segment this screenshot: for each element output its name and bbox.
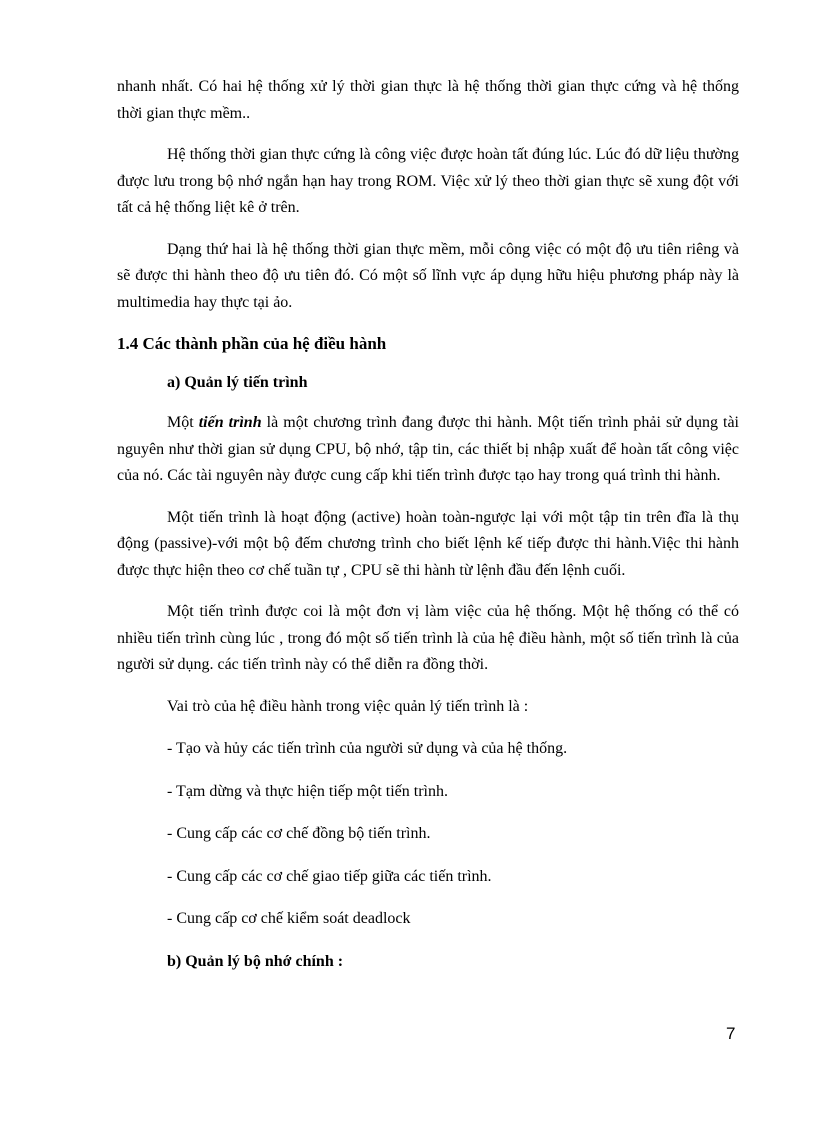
list-item: - Cung cấp các cơ chế giao tiếp giữa các tiến trình. <box>167 867 492 885</box>
page-number: 7 <box>726 1024 736 1043</box>
paragraph-continuation: nhanh nhất. Có hai hệ thống xử lý thời gian thực là hệ thống thời gian thực cứng và hệ thống thời gian thực mềm.. <box>117 78 739 122</box>
list-intro: Vai trò của hệ điều hành trong việc quản lý tiến trình là : <box>167 697 529 715</box>
list-item: - Cung cấp các cơ chế đồng bộ tiến trình. <box>167 825 431 842</box>
subsection-heading-memory: b) Quản lý bộ nhớ chính : <box>167 952 344 970</box>
text-run: là một chương trình đang được thi hành. Một tiến trình phải sử dụng tài nguyên như thời gian sử dụng CPU, bộ nhớ, tập tin, các thiết bị nhập xuất để hoàn tất công việc của nó. Các tài nguyên này được cung cấp khi tiến trình được tạo hay trong quá trình thi hành. <box>117 414 740 484</box>
paragraph-process-definition <box>117 410 739 490</box>
text-run: Một <box>167 414 199 431</box>
section-heading: 1.4 Các thành phần của hệ điều hành <box>117 334 387 353</box>
list-item: - Tạm dừng và thực hiện tiếp một tiến trình. <box>167 782 448 800</box>
list-item: - Tạo và hủy các tiến trình của người sử dụng và của hệ thống. <box>167 740 568 757</box>
paragraph-soft-realtime: Dạng thứ hai là hệ thống thời gian thực mềm, mỗi công việc có một độ ưu tiên riêng và sẽ được thi hành theo độ ưu tiên đó. Có một số lĩnh vực áp dụng hữu hiệu phương pháp này là multimedia hay thực tại ảo. <box>117 240 739 311</box>
page-content <box>117 74 739 989</box>
subsection-heading-process: a) Quản lý tiến trình <box>167 373 308 391</box>
paragraph-process-unit: Một tiến trình được coi là một đơn vị làm việc của hệ thống. Một hệ thống có thể có nhiều tiến trình cùng lúc , trong đó một số tiến trình là của hệ điều hành, một số tiến trình là của người sử dụng. các tiến trình này có thể diễn ra đồng thời. <box>117 603 739 673</box>
paragraph-process-active: Một tiến trình là hoạt động (active) hoàn toàn-ngược lại với một tập tin trên đĩa là thụ động (passive)-với một bộ đếm chương trình cho biết lệnh kế tiếp được thi hành.Việc thi hành được thực hiện theo cơ chế tuần tự , CPU sẽ thi hành từ lệnh đầu đến lệnh cuối. <box>117 508 739 579</box>
term-process: tiến trình <box>198 414 262 431</box>
list-item: - Cung cấp cơ chế kiểm soát deadlock <box>167 910 411 927</box>
paragraph-hard-realtime: Hệ thống thời gian thực cứng là công việc được hoàn tất đúng lúc. Lúc đó dữ liệu thường được lưu trong bộ nhớ ngắn hạn hay trong ROM. Việc xử lý theo thời gian thực sẽ xung đột với tất cả hệ thống liệt kê ở trên. <box>117 146 739 216</box>
